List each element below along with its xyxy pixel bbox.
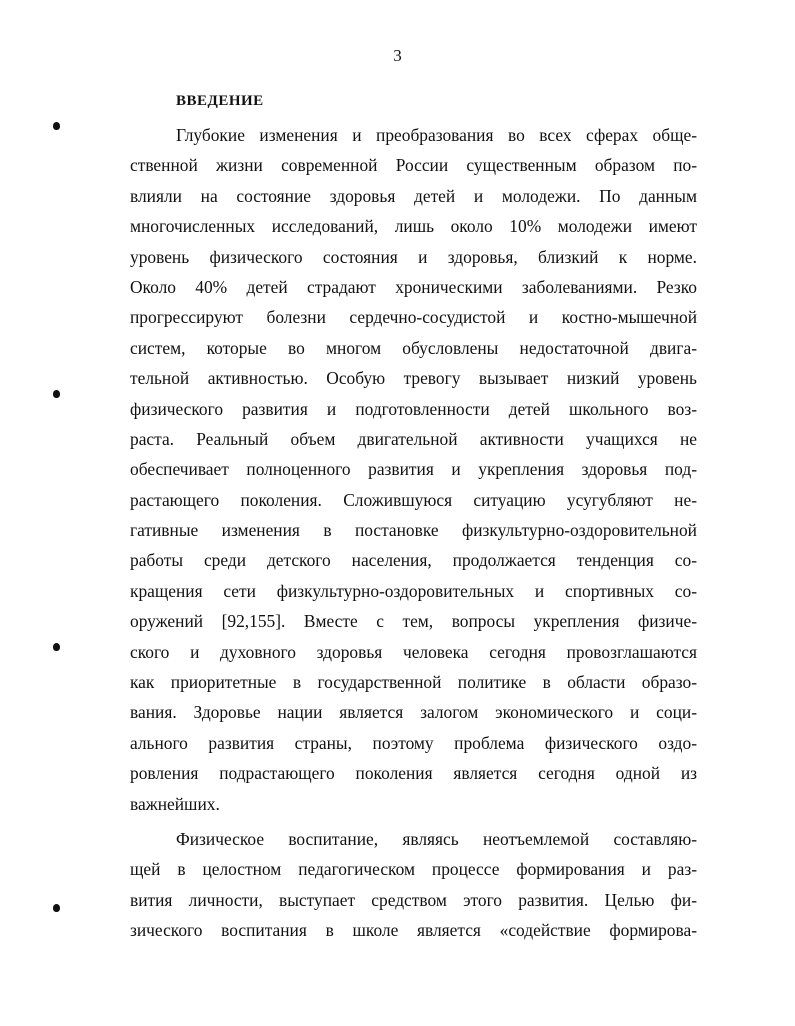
text-line: ского и духовного здоровья человека сегодня провозглашаются — [130, 641, 697, 662]
text-line: Глубокие изменения и преобразования во всех сферах обще- — [176, 125, 697, 145]
text-line: гативные изменения в постановке физкультурно-оздоровительной — [130, 520, 697, 541]
text-line: многочисленных исследований, лишь около 10% молодежи имеют — [130, 216, 697, 237]
text-line: обеспечивает полноценного развития и укрепления здоровья под- — [130, 459, 697, 480]
section-heading: ВВЕДЕНИЕ — [176, 93, 264, 109]
text-line: важнейших. — [130, 793, 220, 814]
text-line: кращения сети физкультурно-оздоровительных и спортивных со- — [130, 580, 697, 601]
margin-bullet-icon — [53, 122, 60, 130]
text-line: ровления подрастающего поколения является сегодня одной из — [130, 763, 697, 784]
text-line: как приоритетные в государственной политике в области образо- — [130, 672, 697, 693]
text-line: прогрессируют болезни сердечно-сосудистой и костно-мышечной — [130, 307, 697, 328]
text-line: вания. Здоровье нации является залогом экономического и соци- — [130, 702, 697, 723]
text-line: щей в целостном педагогическом процессе формирования и раз- — [130, 859, 697, 880]
text-line: растающего поколения. Сложившуюся ситуацию усугубляют не- — [130, 489, 697, 510]
text-line: уровень физического состояния и здоровья, близкий к норме. — [130, 246, 697, 267]
text-line: ального развития страны, поэтому проблема физического оздо- — [130, 732, 697, 753]
text-line: влияли на состояние здоровья детей и молодежи. По данным — [130, 185, 697, 206]
text-line: работы среди детского населения, продолжается тенденция со- — [130, 550, 697, 571]
margin-bullet-icon — [53, 390, 60, 398]
text-line: Физическое воспитание, являясь неотъемлемой составляю- — [176, 829, 697, 849]
paragraph-1 — [130, 120, 697, 819]
paragraph-2 — [130, 824, 697, 946]
text-line: вития личности, выступает средством этого развития. Целью фи- — [130, 889, 697, 910]
text-line: физического развития и подготовленности детей школьного воз- — [130, 398, 697, 419]
text-line: систем, которые во многом обусловлены недостаточной двига- — [130, 337, 697, 358]
margin-bullet-icon — [53, 643, 60, 651]
text-line: оружений [92,155]. Вместе с тем, вопросы укрепления физиче- — [130, 611, 697, 632]
text-line: зического воспитания в школе является «содействие формирова- — [130, 920, 697, 941]
page-number: 3 — [393, 46, 402, 65]
text-line: Около 40% детей страдают хроническими заболеваниями. Резко — [130, 276, 697, 297]
text-line: ственной жизни современной России существенным образом по- — [130, 155, 697, 176]
text-line: тельной активностью. Особую тревогу вызывает низкий уровень — [130, 368, 697, 389]
text-line: раста. Реальный объем двигательной активности учащихся не — [130, 428, 697, 449]
margin-bullet-icon — [53, 904, 60, 912]
